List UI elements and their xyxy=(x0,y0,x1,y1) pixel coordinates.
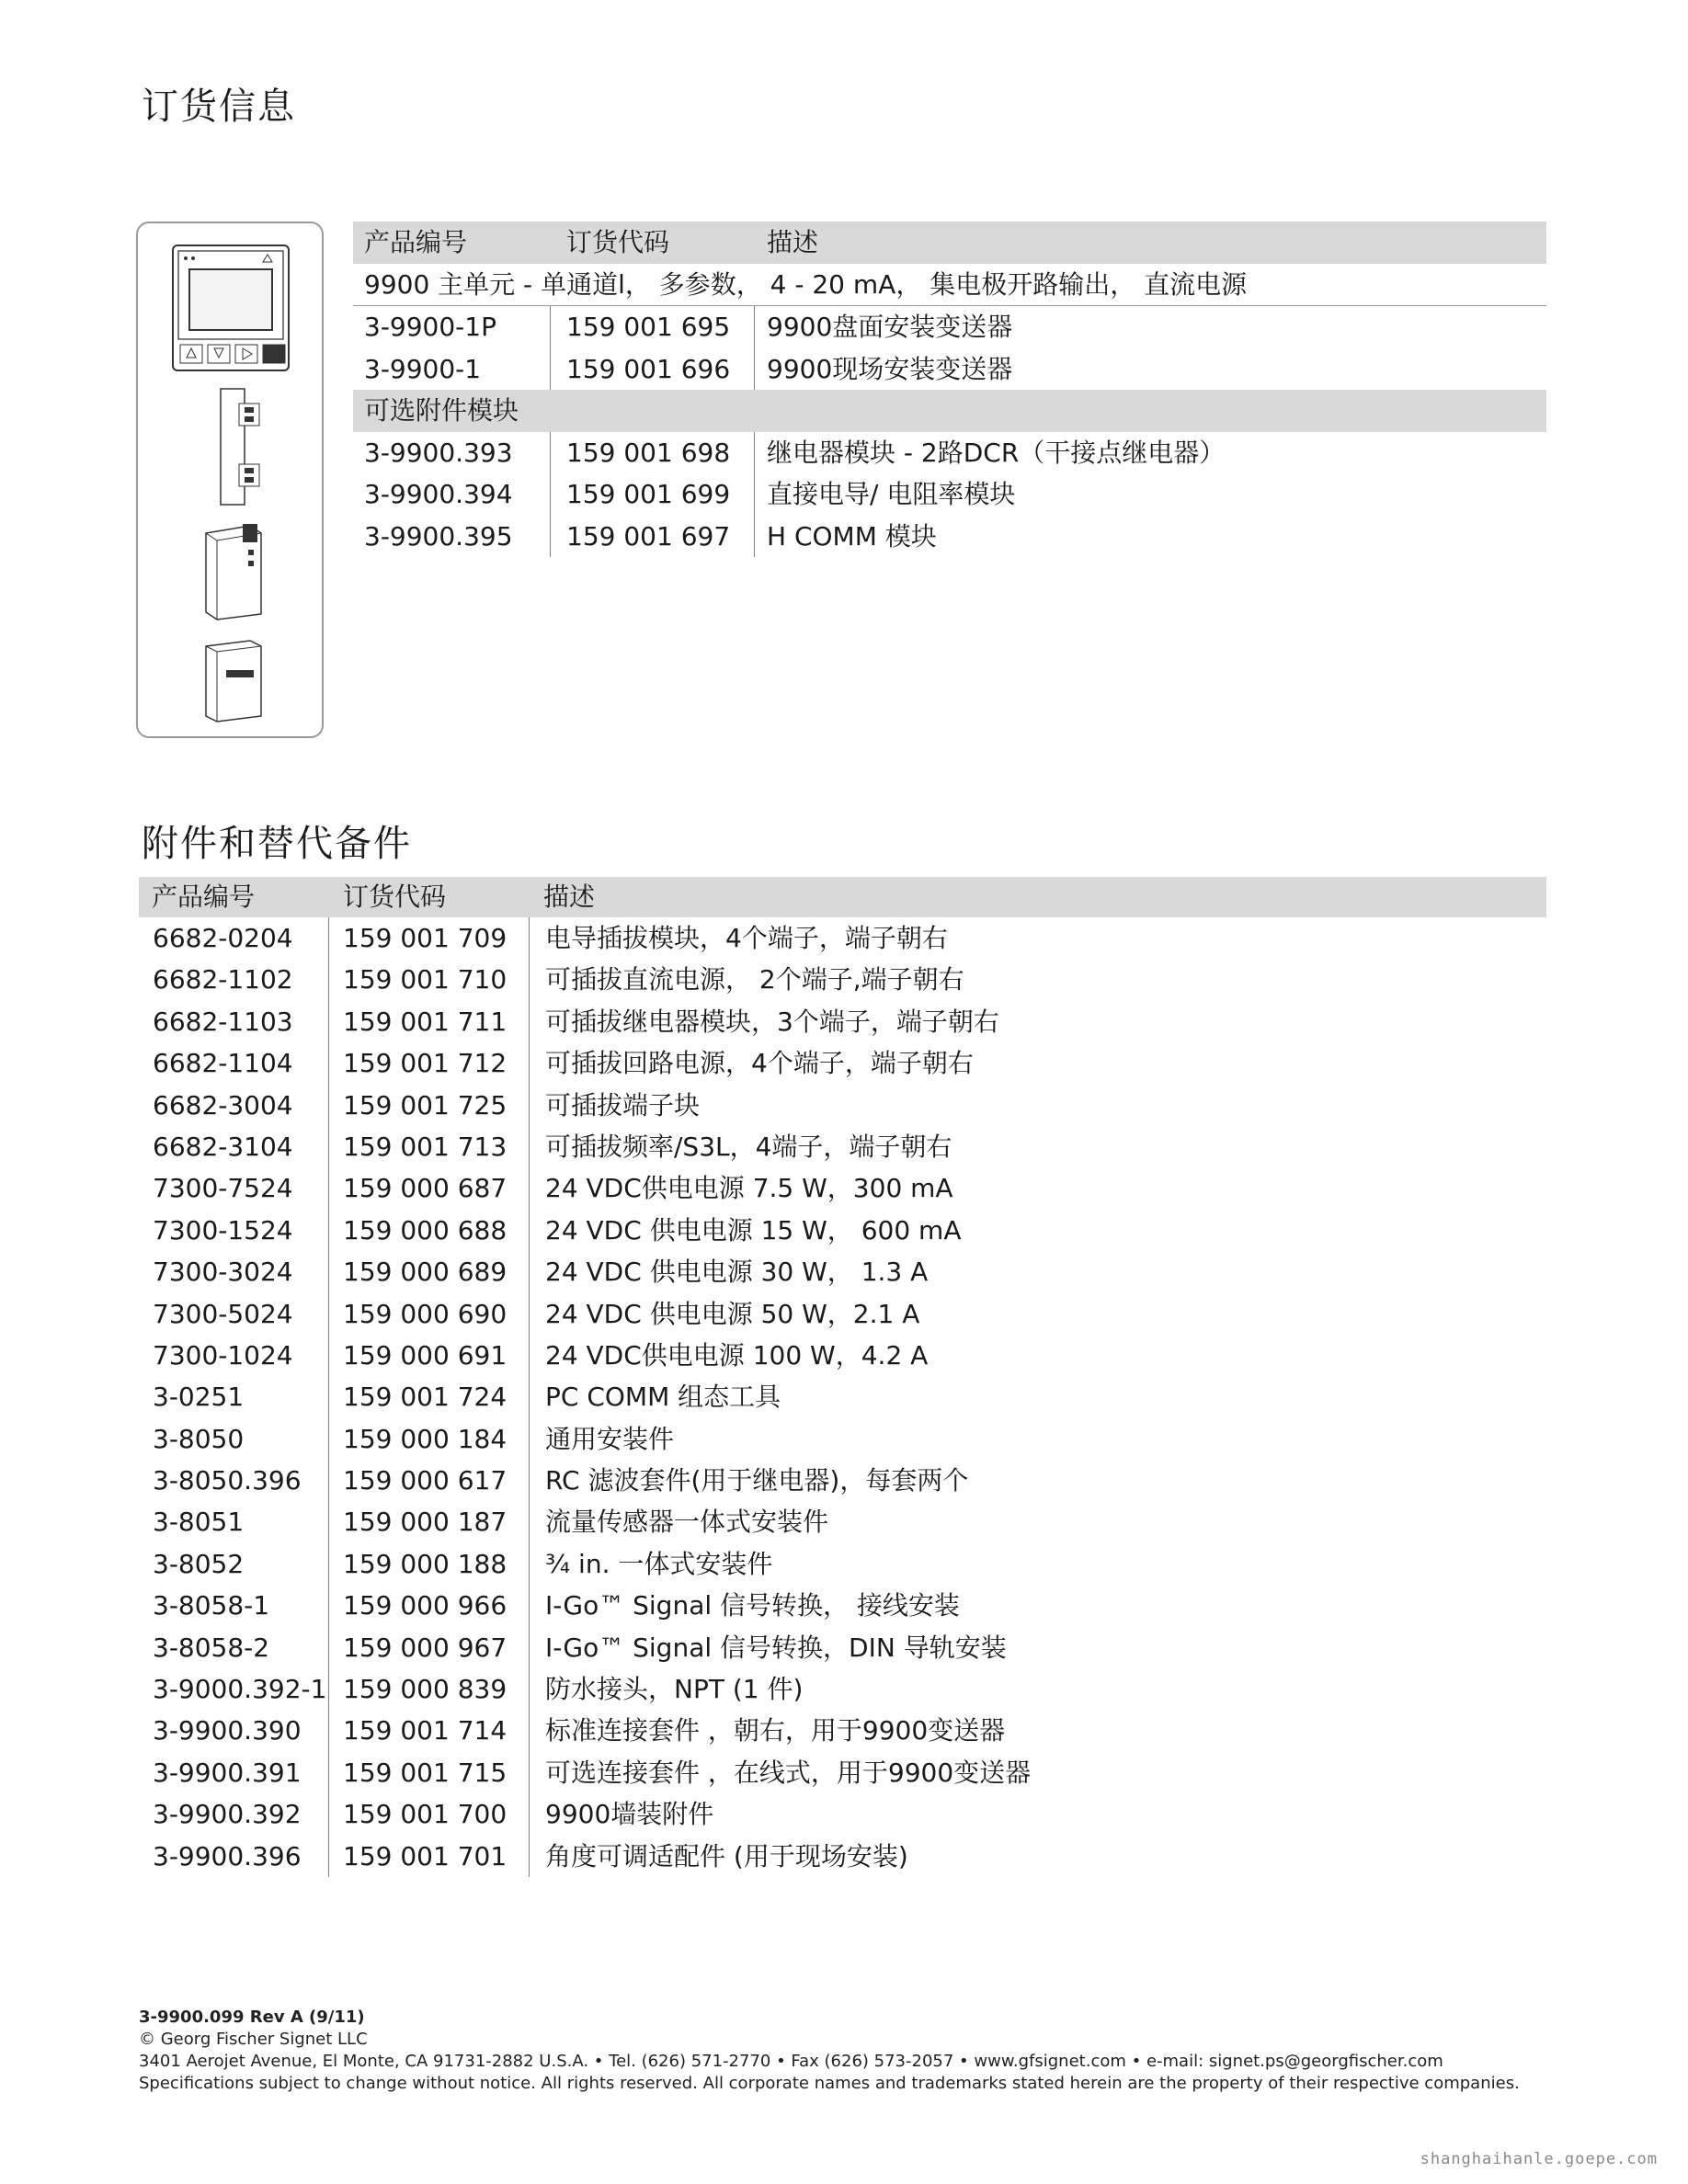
order-code: 159 000 688 xyxy=(343,1214,508,1246)
description: ¾ in. 一体式安装件 xyxy=(545,1548,773,1579)
order-code: 159 001 713 xyxy=(343,1131,508,1162)
description: 24 VDC 供电电源 30 W， 1.3 A xyxy=(545,1257,929,1288)
header-description: 描述 xyxy=(767,227,819,257)
header-description: 描述 xyxy=(543,882,596,912)
part-number: 3-9900.396 xyxy=(153,1840,302,1871)
part-number: 3-9900.395 xyxy=(364,520,513,552)
table-row xyxy=(139,1460,1546,1501)
description: RC 滤波套件(用于继电器)，每套两个 xyxy=(545,1465,969,1496)
order-code: 159 000 966 xyxy=(343,1590,508,1621)
table-row xyxy=(139,1167,1546,1209)
table-row xyxy=(139,1585,1546,1626)
table-row xyxy=(139,1752,1546,1793)
table-row xyxy=(139,1210,1546,1251)
table-row xyxy=(353,348,1546,391)
doc-revision: 3-9900.099 Rev A (9/11) xyxy=(139,2008,365,2027)
part-number: 7300-1024 xyxy=(153,1339,293,1371)
table-header xyxy=(353,222,1546,264)
table-row xyxy=(139,1251,1546,1292)
table-row xyxy=(139,1836,1546,1877)
part-number: 7300-1524 xyxy=(153,1214,293,1246)
section-title-ordering: 订货信息 xyxy=(142,85,296,128)
product-image-panel xyxy=(136,222,324,738)
header-part-number: 产品编号 xyxy=(152,882,256,912)
table-row xyxy=(353,516,1546,558)
order-code: 159 000 687 xyxy=(343,1173,508,1204)
order-code: 159 001 698 xyxy=(566,437,731,468)
part-number: 6682-1103 xyxy=(153,1006,293,1037)
order-code: 159 000 967 xyxy=(343,1632,508,1663)
description: 9900现场安装变送器 xyxy=(767,353,1013,384)
column-divider xyxy=(529,917,530,1877)
part-number: 3-8052 xyxy=(153,1548,245,1579)
header-part-number: 产品编号 xyxy=(364,227,468,257)
order-code: 159 000 691 xyxy=(343,1339,508,1371)
description: 可插拔端子块 xyxy=(545,1089,701,1120)
table-row xyxy=(139,1042,1546,1084)
description: 防水接头，NPT (1 件) xyxy=(545,1674,804,1705)
part-number: 6682-3104 xyxy=(153,1131,293,1162)
column-divider xyxy=(550,516,551,558)
description: H COMM 模块 xyxy=(767,520,937,552)
part-number: 3-8058-2 xyxy=(153,1632,270,1663)
column-divider xyxy=(328,917,329,1877)
header-order-code: 订货代码 xyxy=(566,227,670,257)
table-row xyxy=(139,1501,1546,1542)
column-divider xyxy=(754,432,755,474)
description: 通用安装件 xyxy=(545,1423,675,1454)
description: 流量传感器一体式安装件 xyxy=(545,1507,829,1538)
order-code: 159 001 695 xyxy=(566,312,731,342)
column-divider xyxy=(754,306,755,348)
part-number: 6682-1104 xyxy=(153,1048,293,1079)
order-code: 159 000 839 xyxy=(343,1674,508,1705)
part-number: 7300-3024 xyxy=(153,1257,293,1288)
header-order-code: 订货代码 xyxy=(343,882,447,912)
transmitter-image xyxy=(171,244,291,372)
table-row xyxy=(139,1085,1546,1126)
group-title-text: 可选附件模块 xyxy=(364,395,519,426)
description: 9900墙装附件 xyxy=(545,1799,714,1830)
description: 角度可调适配件 (用于现场安装) xyxy=(545,1840,908,1871)
order-code: 159 000 617 xyxy=(343,1465,508,1496)
table-row xyxy=(139,1376,1546,1417)
description: PC COMM 组态工具 xyxy=(545,1382,781,1413)
part-number: 3-9900.390 xyxy=(153,1715,302,1746)
part-number: 3-9900.393 xyxy=(364,437,513,468)
order-code: 159 001 714 xyxy=(343,1715,508,1746)
order-code: 159 001 709 xyxy=(343,923,508,953)
part-number: 3-8050 xyxy=(153,1423,245,1454)
table-row xyxy=(139,1710,1546,1751)
order-code: 159 001 724 xyxy=(343,1382,508,1413)
copyright: © Georg Fischer Signet LLC xyxy=(139,2030,368,2049)
description: 9900盘面安装变送器 xyxy=(767,312,1013,342)
part-number: 7300-5024 xyxy=(153,1298,293,1329)
group-title-main-unit xyxy=(353,264,1546,307)
conductivity-module-image xyxy=(200,522,267,621)
description: 直接电导/ 电阻率模块 xyxy=(767,479,1016,509)
order-code: 159 001 711 xyxy=(343,1006,508,1037)
order-code: 159 000 689 xyxy=(343,1257,508,1288)
table-row xyxy=(353,473,1546,516)
order-code: 159 000 187 xyxy=(343,1507,508,1538)
part-number: 6682-0204 xyxy=(153,923,293,953)
column-divider xyxy=(754,516,755,558)
watermark: shanghaihanle.goepe.com xyxy=(1420,2150,1658,2168)
description: 24 VDC供电电源 7.5 W，300 mA xyxy=(545,1173,953,1204)
accessories-table xyxy=(139,877,1546,1877)
part-number: 3-9900.394 xyxy=(364,479,513,509)
order-code: 159 001 696 xyxy=(566,353,731,384)
part-number: 3-9900.392 xyxy=(153,1799,302,1830)
section-title-accessories: 附件和替代备件 xyxy=(142,823,412,865)
order-code: 159 001 697 xyxy=(566,520,731,552)
table-row xyxy=(139,1627,1546,1668)
column-divider xyxy=(550,432,551,474)
order-code: 159 001 700 xyxy=(343,1799,508,1830)
table-row xyxy=(139,1668,1546,1710)
part-number: 3-8058-1 xyxy=(153,1590,270,1621)
column-divider xyxy=(550,473,551,516)
order-code: 159 000 188 xyxy=(343,1548,508,1579)
disclaimer: Specifications subject to change without notice. All rights reserved. All corporate names and trademarks stated herein are the property of their respective companies. xyxy=(139,2074,1520,2093)
order-code: 159 001 701 xyxy=(343,1840,508,1871)
order-code: 159 001 712 xyxy=(343,1048,508,1079)
description: 可选连接套件 ，在线式，用于9900变送器 xyxy=(545,1757,1032,1788)
description: 可插拔继电器模块，3个端子，端子朝右 xyxy=(545,1006,999,1037)
column-divider xyxy=(754,348,755,391)
column-divider xyxy=(550,348,551,391)
table-row xyxy=(139,1126,1546,1167)
order-code: 159 001 715 xyxy=(343,1757,508,1788)
part-number: 3-0251 xyxy=(153,1382,245,1413)
description: 可插拔直流电源， 2个端子,端子朝右 xyxy=(545,964,964,995)
part-number: 3-9900-1P xyxy=(364,312,496,342)
part-number: 3-9000.392-1 xyxy=(153,1674,327,1705)
description: 24 VDC 供电电源 15 W， 600 mA xyxy=(545,1214,962,1246)
description: 可插拔频率/S3L，4端子，端子朝右 xyxy=(545,1131,952,1162)
table-row xyxy=(353,306,1546,348)
column-divider xyxy=(550,306,551,348)
table-row xyxy=(139,1001,1546,1042)
order-code: 159 001 699 xyxy=(566,479,731,509)
part-number: 3-9900.391 xyxy=(153,1757,302,1788)
part-number: 3-9900-1 xyxy=(364,353,482,384)
address-line: 3401 Aerojet Avenue, El Monte, CA 91731-2882 U.S.A. • Tel. (626) 571-2770 • Fax (626) 573-2057 • www.gfsignet.com • e-mail: signet.ps@georgfischer.com xyxy=(139,2052,1443,2071)
description: 可插拔回路电源，4个端子，端子朝右 xyxy=(545,1048,974,1079)
relay-module-image xyxy=(211,387,267,506)
description: 继电器模块 - 2路DCR（干接点继电器） xyxy=(767,437,1226,468)
part-number: 7300-7524 xyxy=(153,1173,293,1204)
table-row xyxy=(139,1793,1546,1835)
description: 24 VDC 供电电源 50 W，2.1 A xyxy=(545,1298,920,1329)
accessories-table-body xyxy=(139,917,1546,1877)
hcomm-module-image xyxy=(200,637,267,725)
table-row xyxy=(139,1335,1546,1376)
column-divider xyxy=(754,473,755,516)
part-number: 6682-3004 xyxy=(153,1089,293,1120)
table-row xyxy=(139,959,1546,1000)
group-title-text: 9900 主单元 - 单通道l， 多参数， 4 - 20 mA， 集电极开路输出， 直流电源 xyxy=(364,268,1248,300)
description: 24 VDC供电电源 100 W，4.2 A xyxy=(545,1339,929,1371)
table-header xyxy=(139,877,1546,917)
ordering-table xyxy=(353,222,1546,557)
part-number: 6682-1102 xyxy=(153,964,293,995)
table-row xyxy=(139,1293,1546,1335)
description: 标准连接套件 ，朝右，用于9900变送器 xyxy=(545,1715,1006,1746)
part-number: 3-8051 xyxy=(153,1507,245,1538)
description: I-Go™ Signal 信号转换， 接线安装 xyxy=(545,1590,960,1621)
table-row xyxy=(139,917,1546,959)
description: I-Go™ Signal 信号转换，DIN 导轨安装 xyxy=(545,1632,1007,1663)
table-row xyxy=(139,1543,1546,1585)
part-number: 3-8050.396 xyxy=(153,1465,302,1496)
order-code: 159 000 690 xyxy=(343,1298,508,1329)
description: 电导插拔模块，4个端子，端子朝右 xyxy=(545,923,948,953)
order-code: 159 001 725 xyxy=(343,1089,508,1120)
table-row xyxy=(139,1418,1546,1460)
order-code: 159 000 184 xyxy=(343,1423,508,1454)
footer xyxy=(139,2007,1520,2095)
order-code: 159 001 710 xyxy=(343,964,508,995)
group-title-optional-modules xyxy=(353,390,1546,432)
table-row xyxy=(353,432,1546,474)
